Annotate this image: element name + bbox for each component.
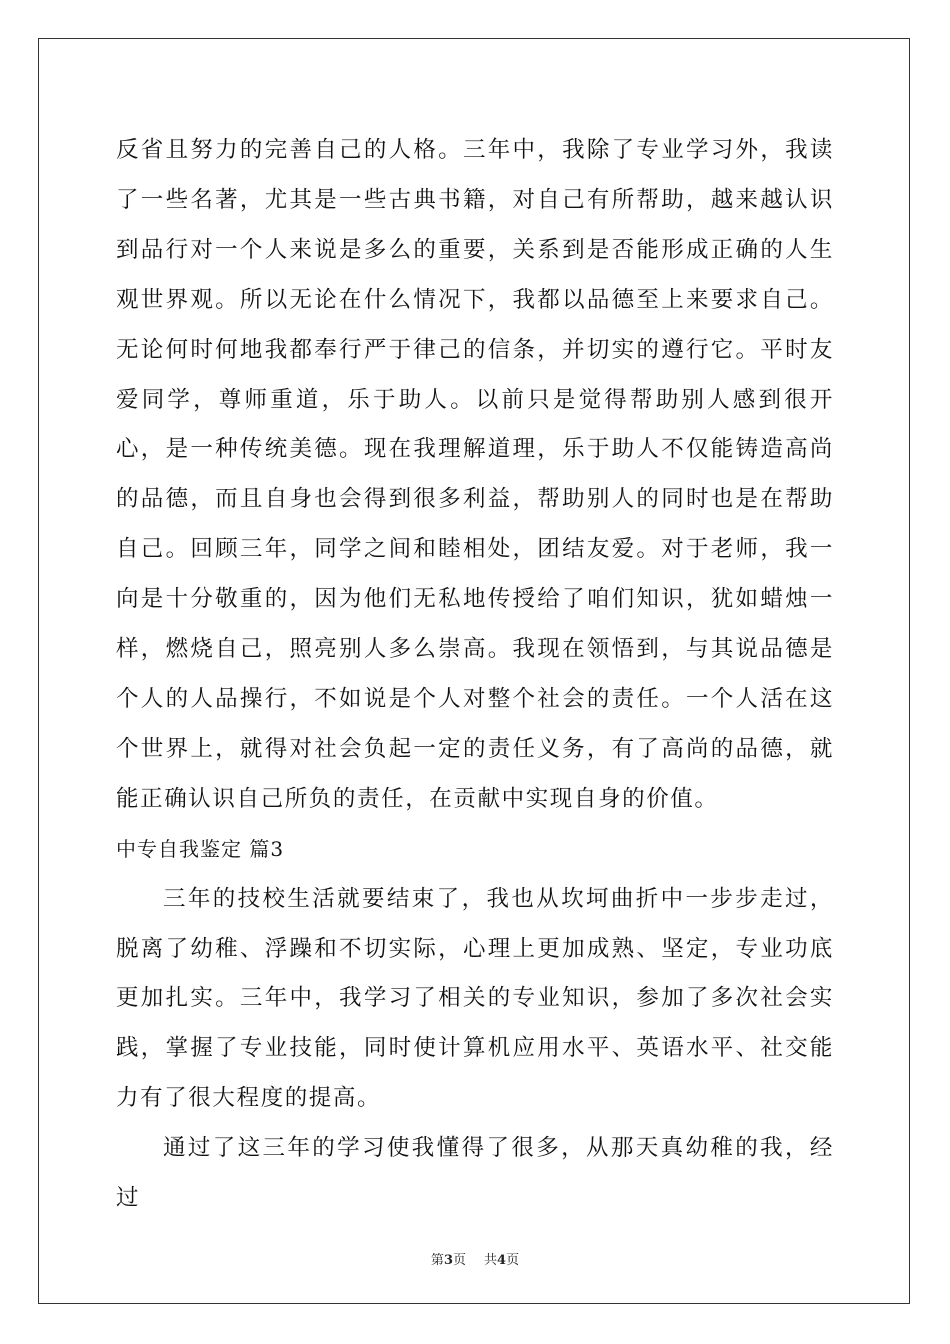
paragraph: 通过了这三年的学习使我懂得了很多，从那天真幼稚的我，经过 [116, 1135, 834, 1212]
page-current: 3 [443, 1253, 453, 1268]
paragraph: 三年的技校生活就要结束了，我也从坎坷曲折中一步步走过，脱离了幼稚、浮躁和不切实际，心理上更加成熟、坚定，专业功底更加扎实。三年中，我学习了相关的专业知识，参加了多次社会实践，掌握了专业技能，同时使计算机应用水平、英语水平、社交能力有了很大程度的提高。 [116, 885, 834, 1112]
page-prefix: 第 [430, 1253, 444, 1268]
section-heading: 中专自我鉴定 篇3 [116, 836, 285, 861]
page-suffix: 页 [452, 1253, 466, 1268]
document-body [116, 126, 834, 1224]
total-prefix: 共 [484, 1253, 498, 1268]
page-footer [0, 1249, 950, 1268]
total-suffix: 页 [506, 1253, 520, 1268]
page-total: 4 [497, 1253, 507, 1268]
paragraph-continued: 反省且努力的完善自己的人格。三年中，我除了专业学习外，我读了一些名著，尤其是一些古典书籍，对自己有所帮助，越来越认识到品行对一个人来说是多么的重要，关系到是否能形成正确的人生观世界观。所以无论在什么情况下，我都以品德至上来要求自己。无论何时何地我都奉行严于律己的信条，并切实的遵行它。平时友爱同学，尊师重道，乐于助人。以前只是觉得帮助别人感到很开心，是一种传统美德。现在我理解道理，乐于助人不仅能铸造高尚的品德，而且自身也会得到很多利益，帮助别人的同时也是在帮助自己。回顾三年，同学之间和睦相处，团结友爱。对于老师，我一向是十分敬重的，因为他们无私地传授给了咱们知识，犹如蜡烛一样，燃烧自己，照亮别人多么崇高。我现在领悟到，与其说品德是个人的人品操行，不如说是个人对整个社会的责任。一个人活在这个世界上，就得对社会负起一定的责任义务，有了高尚的品德，就能正确认识自己所负的责任，在贡献中实现自身的价值。 [116, 137, 834, 812]
